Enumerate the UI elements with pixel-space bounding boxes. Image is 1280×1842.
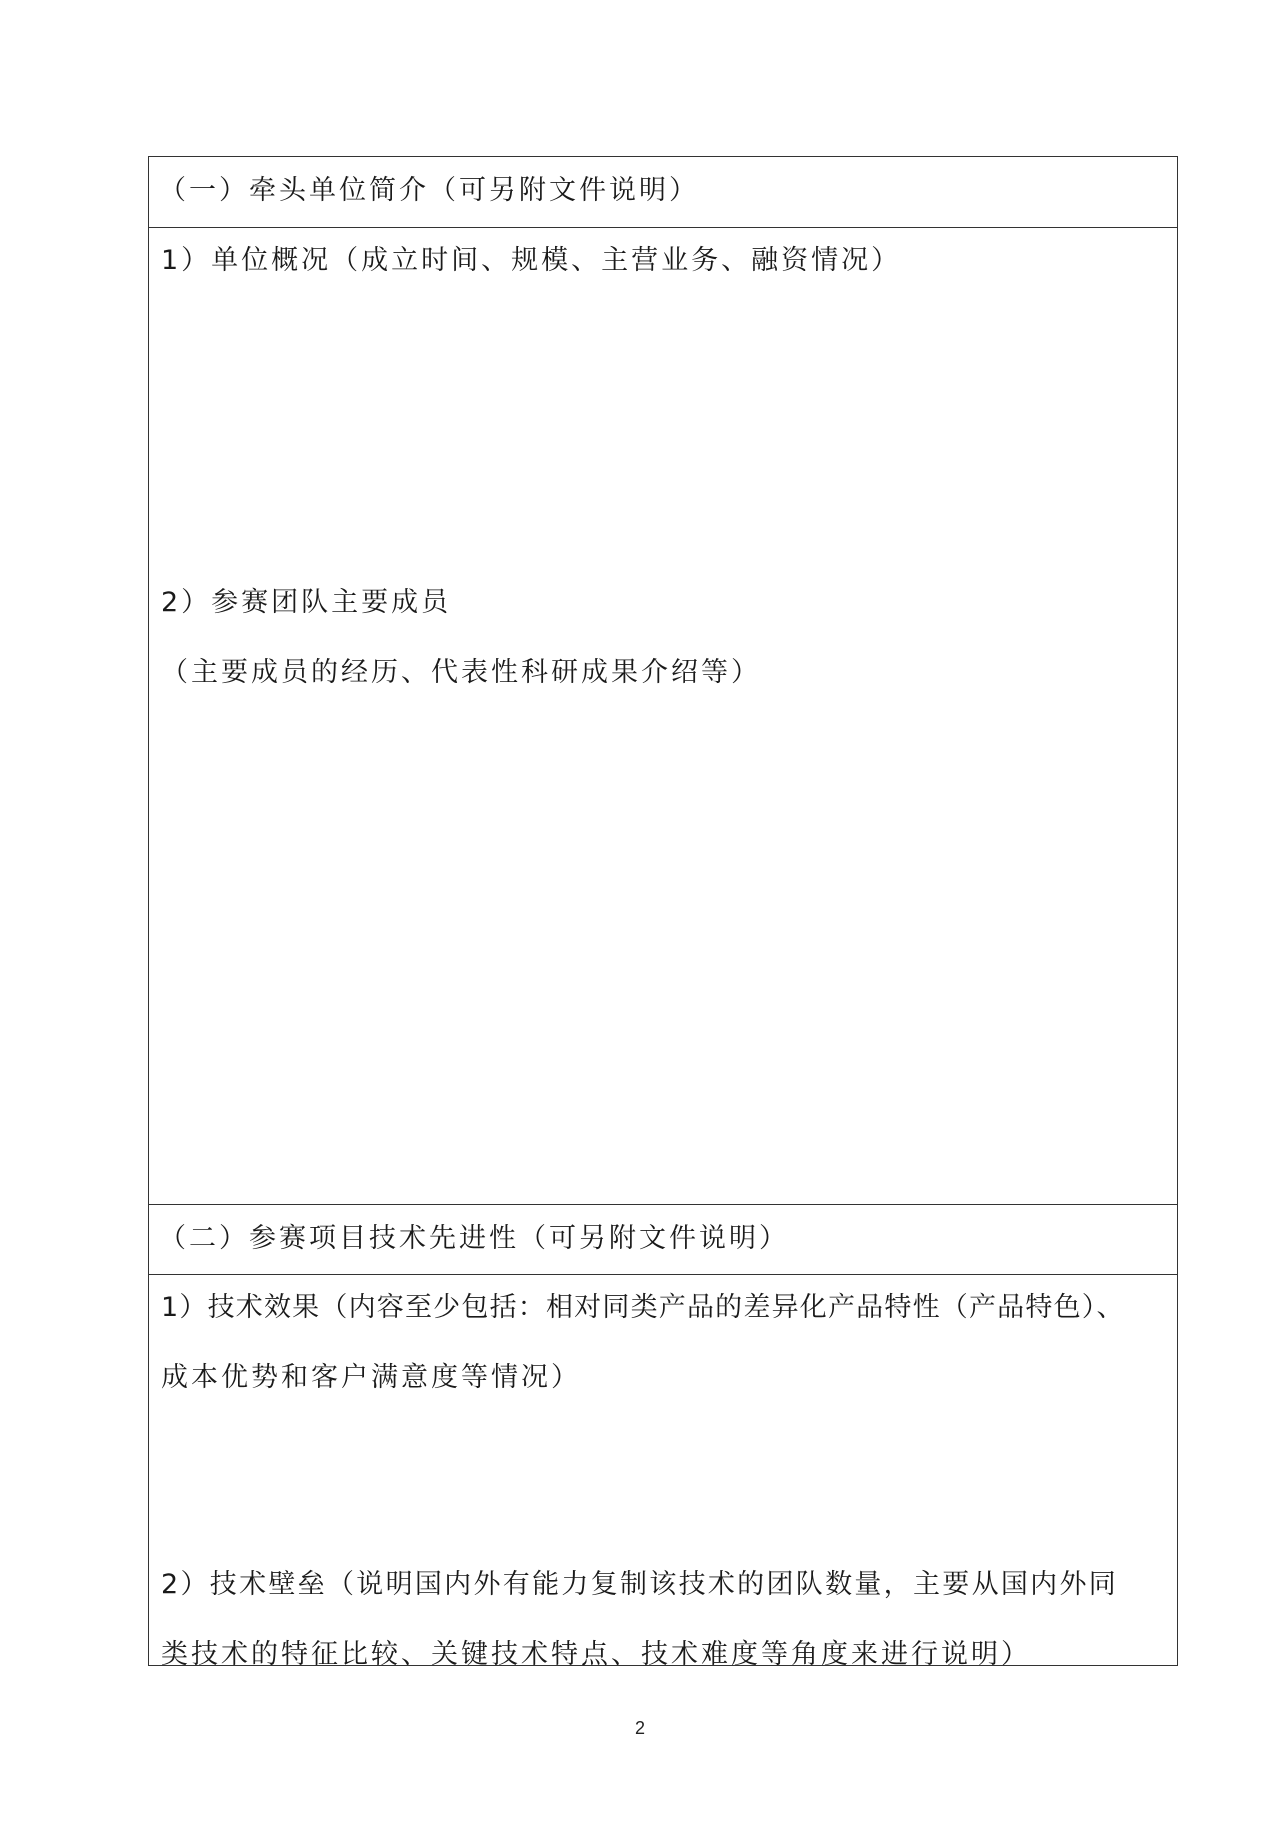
- team-members-hint: （主要成员的经历、代表性科研成果介绍等）: [161, 657, 761, 688]
- application-form-table: [148, 156, 1178, 1670]
- tech-barrier-prompt-line-2: 类技术的特征比较、关键技术特点、技术难度等角度来进行说明）: [161, 1639, 1031, 1670]
- section-2-body-cell[interactable]: [149, 1275, 1177, 1670]
- org-overview-prompt: 1）单位概况（成立时间、规模、主营业务、融资情况）: [161, 245, 902, 276]
- team-members-prompt: 2）参赛团队主要成员: [161, 587, 452, 618]
- section-1-title: （一）牵头单位简介（可另附文件说明）: [159, 175, 699, 206]
- section-1-body-cell[interactable]: [149, 228, 1177, 1205]
- tech-barrier-prompt-line-1: 2）技术壁垒（说明国内外有能力复制该技术的团队数量，主要从国内外同: [161, 1569, 1119, 1600]
- tech-effect-prompt-line-1: 1）技术效果（内容至少包括：相对同类产品的差异化产品特性（产品特色）、: [161, 1292, 1125, 1323]
- section-1-header-row: [149, 157, 1177, 228]
- section-2-title: （二）参赛项目技术先进性（可另附文件说明）: [159, 1223, 789, 1254]
- section-2-header-row: [149, 1205, 1177, 1275]
- tech-effect-prompt-line-2: 成本优势和客户满意度等情况）: [161, 1362, 581, 1393]
- page-number: 2: [634, 1718, 645, 1738]
